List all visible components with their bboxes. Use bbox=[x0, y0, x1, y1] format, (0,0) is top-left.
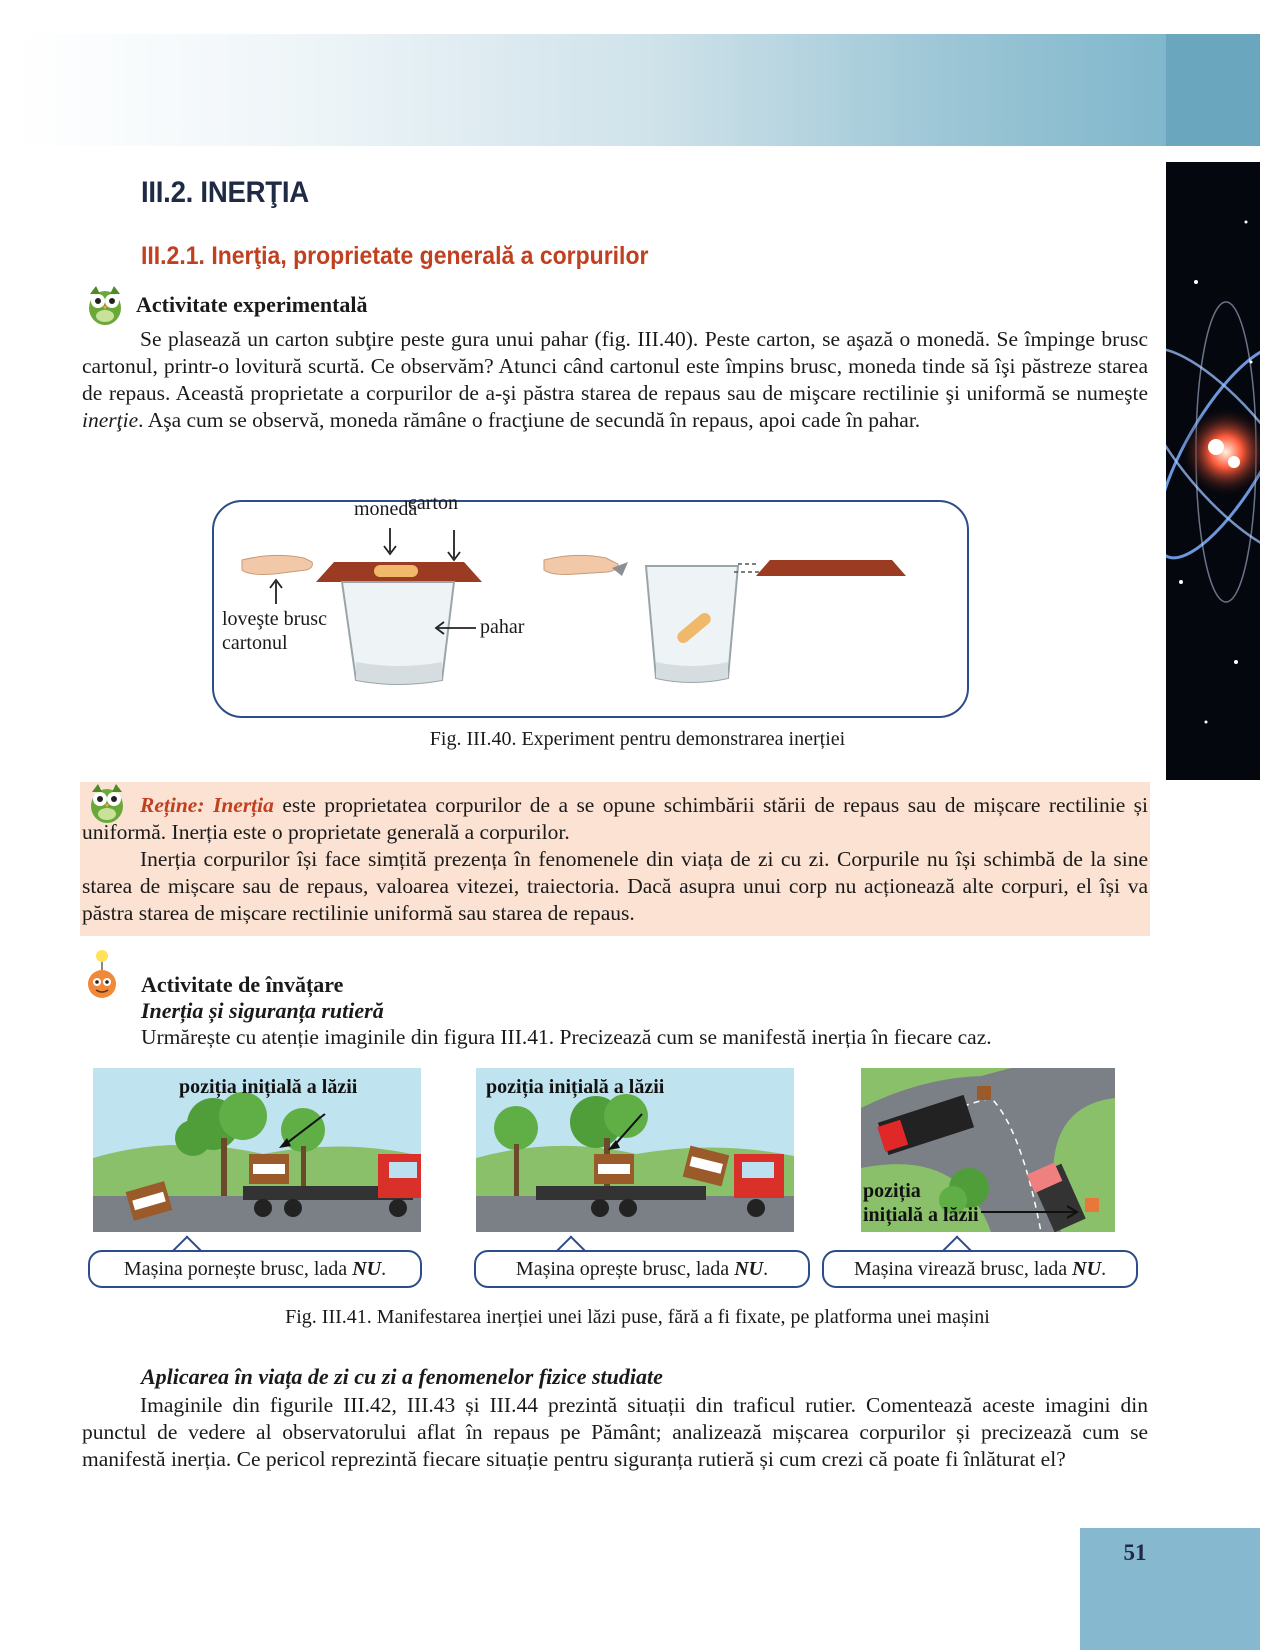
application-title: Aplicarea în viața de zi cu zi a fenomenelor fizice studiate bbox=[141, 1364, 663, 1389]
side-atom-image bbox=[1166, 162, 1260, 780]
initial-position-label: poziția inițială a lăzii bbox=[179, 1076, 358, 1098]
bubble-text: Mașina oprește brusc, lada bbox=[515, 1258, 730, 1280]
activity-title: Activitate experimentală bbox=[136, 292, 368, 317]
figure-iii40-caption: Fig. III.40. Experiment pentru demonstrarea inerției bbox=[429, 728, 846, 750]
header-tab bbox=[1166, 34, 1260, 146]
owl-icon bbox=[82, 280, 128, 328]
truck-start-picture bbox=[93, 1068, 421, 1232]
bubble-text: Mașina virează brusc, lada bbox=[853, 1258, 1068, 1280]
lightbulb-character-icon bbox=[82, 948, 122, 1000]
initial-position-label: poziția inițială a lăzii bbox=[486, 1076, 665, 1098]
application-text: Imaginile din figurile III.42, III.43 și III.44 prezintă situații din traficul rutier. Comentează aceste imagini din punctul de vedere al observatorului aflat în repaus pe Pământ; analizează mișcarea corpurilor și precizează cum se manifestă inerția. Ce pericol reprezintă fiecare situație pentru siguranța rutieră și cum crezi că poate fi înlăturat el? bbox=[82, 1393, 1148, 1471]
stop-caption-bubble bbox=[474, 1250, 810, 1288]
activity-paragraph-text: Se plasează un carton subţire peste gura unui pahar (fig. III.40). Peste carton, se aşază o monedă. Se împinge brusc cartonul, printr-o lovitură scurtă. Ce observăm? Atunci când cartonul este împins brusc, moneda tinde să îşi păstreze starea de repaus. Această proprietate a corpurilor de a-şi păstra starea de repaus sau de mişcare rectilinie şi uniformă se numeşte bbox=[82, 327, 1148, 405]
header-band bbox=[16, 34, 1180, 146]
label-hit-2: cartonul bbox=[222, 632, 288, 654]
bubble-text: Mașina pornește brusc, lada bbox=[123, 1258, 348, 1280]
subsection-heading: III.2.1. Inerţia, proprietate generală a corpurilor bbox=[141, 242, 649, 270]
inertia-term: inerţie bbox=[82, 408, 139, 432]
figure-iii40 bbox=[212, 492, 969, 718]
label-coin: monedă bbox=[354, 498, 418, 520]
label-hit-1: loveşte brusc bbox=[222, 608, 327, 630]
bubble-end: . bbox=[381, 1258, 387, 1280]
bubble-emphasis: NU bbox=[352, 1258, 382, 1280]
truck-stop-picture bbox=[476, 1068, 794, 1232]
learning-activity-subtitle: Inerția și siguranța rutieră bbox=[141, 998, 384, 1023]
learning-activity-text: Urmărește cu atenție imaginile din figura III.41. Precizează cum se manifestă inerția în fiecare caz. bbox=[141, 1025, 992, 1049]
learning-activity-title: Activitate de învățare bbox=[141, 972, 344, 997]
remember-text-1: este proprietatea corpurilor de a se opune schimbării stării de repaus sau de mișcare rectilinie și uniformă. Inerția este o proprietate generală a corpurilor. bbox=[82, 793, 1149, 844]
label-card: carton bbox=[408, 492, 458, 514]
bubble-emphasis: NU bbox=[734, 1258, 764, 1280]
truck-turn-picture bbox=[861, 1068, 1115, 1232]
remember-label: Reține: bbox=[140, 793, 205, 817]
label-glass: pahar bbox=[480, 616, 525, 638]
remember-text-2: Inerția corpurilor își face simțită prezența în fenomenele din viața de zi cu zi. Corpurile nu își schimbă de la sine starea de mișcare sau de repaus, valoarea vitezei, traiectoria. Dacă asupra unui corp nu acționează alte corpuri, el își va păstra starea de mișcare rectilinie uniformă sau starea de repaus. bbox=[82, 847, 1148, 925]
remember-term: Inerția bbox=[212, 793, 274, 817]
bubble-end: . bbox=[1101, 1258, 1107, 1280]
bubble-end: . bbox=[763, 1258, 769, 1280]
remember-paragraph-2 bbox=[82, 846, 1148, 927]
page-number: 51 bbox=[1123, 1540, 1147, 1565]
initial-position-label-2: inițială a lăzii bbox=[863, 1204, 979, 1226]
start-caption-bubble bbox=[88, 1250, 422, 1288]
figure-iii41-caption: Fig. III.41. Manifestarea inerției unei lăzi puse, fără a fi fixate, pe platforma unei mașini bbox=[285, 1306, 990, 1328]
section-heading: III.2. INERŢIA bbox=[141, 176, 309, 209]
remember-paragraph bbox=[82, 792, 1148, 846]
application-paragraph bbox=[82, 1392, 1148, 1473]
activity-paragraph-end: . Aşa cum se observă, moneda rămâne o fracţiune de secundă în repaus, apoi cade în pahar. bbox=[138, 408, 921, 432]
turn-caption-bubble bbox=[822, 1250, 1138, 1288]
initial-position-label-1: poziția bbox=[863, 1180, 921, 1202]
activity-paragraph bbox=[82, 326, 1148, 434]
bubble-emphasis: NU bbox=[1072, 1258, 1102, 1280]
